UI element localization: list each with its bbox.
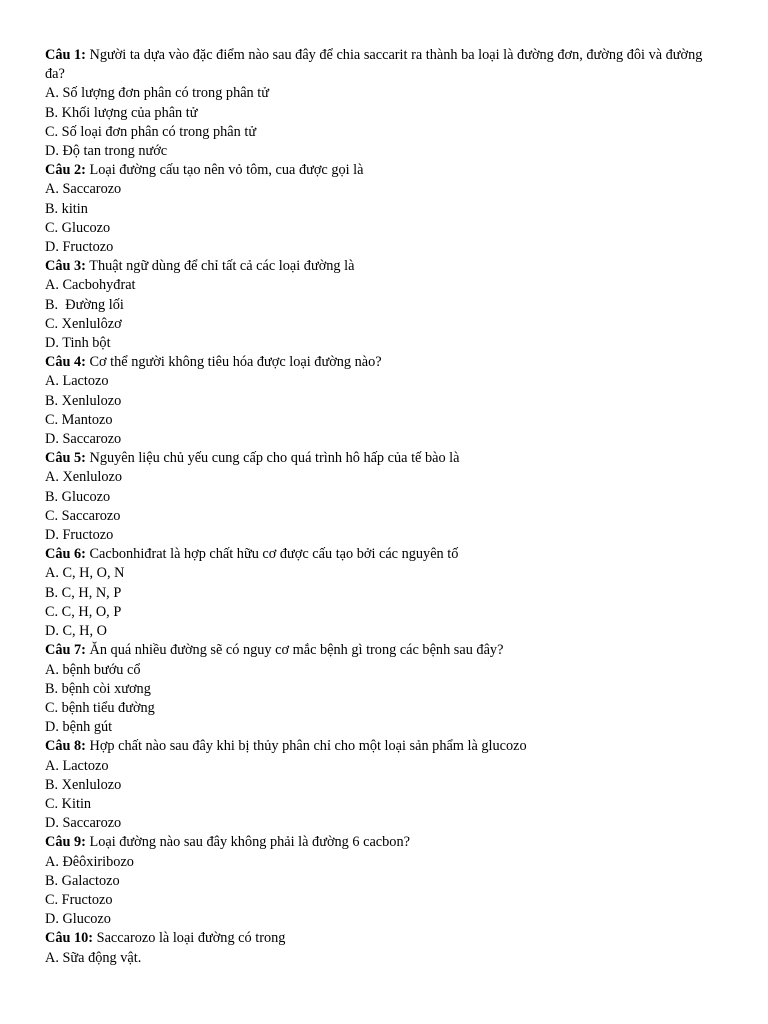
answer-option: A. Xenlulozo: [45, 469, 123, 486]
question-text: [45, 161, 705, 180]
answer-option: A. C, H, O, N: [45, 565, 125, 582]
answer-option: B. C, H, N, P: [45, 584, 122, 601]
answer-option: C. Xenlulôzơ: [45, 315, 122, 332]
question-prompt: Hợp chất nào sau đây khi bị thủy phân chỉ cho một loại sản phẩm là glucozo: [85, 738, 527, 755]
answer-option: C. bệnh tiểu đường: [45, 699, 155, 716]
answer-option: D. Fructozo: [45, 527, 114, 544]
question-text: [45, 737, 705, 756]
question-prompt: Loại đường nào sau đây không phải là đường 6 cacbon?: [85, 834, 410, 851]
answer-option: D. Saccarozo: [45, 815, 122, 832]
question-prompt: Ăn quá nhiều đường sẽ có nguy cơ mắc bệnh gì trong các bệnh sau đây?: [85, 642, 504, 659]
answer-option: C. Glucozo: [45, 219, 111, 236]
question-block: [45, 46, 705, 161]
question-text: [45, 449, 705, 468]
question-block: [45, 929, 705, 967]
question-block: [45, 449, 705, 545]
answer-option: B. Xenlulozo: [45, 776, 122, 793]
answer-option: B. bệnh còi xương: [45, 680, 151, 697]
question-text: [45, 353, 705, 372]
answer-option: D. Glucozo: [45, 911, 111, 928]
answer-option: D. C, H, O: [45, 623, 107, 640]
question-number-label: Câu 1:: [45, 47, 86, 63]
answer-option: A. Lactozo: [45, 373, 109, 390]
question-block: [45, 353, 705, 449]
question-prompt: Cacbonhiđrat là hợp chất hữu cơ được cấu tạo bởi các nguyên tố: [85, 546, 459, 563]
answer-option: B. Đường lối: [45, 296, 124, 313]
question-number-label: Câu 5:: [45, 450, 86, 467]
question-prompt: Thuật ngữ dùng để chỉ tất cả các loại đường là: [85, 258, 355, 275]
answer-option: A. Số lượng đơn phân có trong phân tử: [45, 85, 270, 102]
answer-option: B. Galactozo: [45, 872, 120, 889]
answer-option: B. Khối lượng của phân tử: [45, 104, 198, 121]
question-text: [45, 257, 705, 276]
question-number-label: Câu 9:: [45, 834, 86, 851]
answer-option: B. Xenlulozo: [45, 392, 122, 409]
answer-option: A. Saccarozo: [45, 181, 122, 198]
question-prompt: Người ta dựa vào đặc điểm nào sau đây để chia saccarit ra thành ba loại là đường đơn, đường đôi và đường đa?: [45, 47, 703, 83]
question-block: [45, 737, 705, 833]
answer-option: A. Đêôxiribozo: [45, 853, 134, 870]
question-number-label: Câu 7:: [45, 642, 86, 659]
question-block: [45, 833, 705, 929]
answer-option: B. Glucozo: [45, 488, 111, 505]
question-prompt: Loại đường cấu tạo nên vỏ tôm, cua được gọi là: [85, 162, 364, 179]
question-text: [45, 641, 705, 660]
question-number-label: Câu 4:: [45, 354, 86, 371]
question-text: [45, 929, 705, 948]
answer-option: C. C, H, O, P: [45, 603, 122, 620]
question-text: [45, 545, 705, 564]
question-number-label: Câu 6:: [45, 546, 86, 563]
question-number-label: Câu 8:: [45, 738, 86, 755]
answer-option: B. kitin: [45, 200, 88, 217]
answer-option: D. Độ tan trong nước: [45, 143, 168, 160]
answer-option: C. Fructozo: [45, 891, 113, 908]
question-block: [45, 161, 705, 257]
question-prompt: Cơ thể người không tiêu hóa được loại đường nào?: [85, 354, 382, 371]
question-block: [45, 545, 705, 641]
question-block: [45, 257, 705, 353]
answer-option: C. Mantozo: [45, 411, 113, 428]
question-number-label: Câu 10:: [45, 930, 94, 947]
answer-option: C. Saccarozo: [45, 507, 121, 524]
question-prompt: Nguyên liệu chủ yếu cung cấp cho quá trình hô hấp của tế bào là: [85, 450, 460, 467]
question-number-label: Câu 2:: [45, 162, 86, 179]
question-block: [45, 641, 705, 737]
document-page: [45, 46, 705, 968]
question-number-label: Câu 3:: [45, 258, 86, 275]
question-text: [45, 833, 705, 852]
answer-option: C. Số loại đơn phân có trong phân tử: [45, 123, 257, 140]
answer-option: A. bệnh bướu cổ: [45, 661, 141, 678]
answer-option: D. Tinh bột: [45, 335, 111, 352]
answer-option: A. Cacbohyđrat: [45, 277, 136, 294]
question-text: [45, 46, 705, 84]
answer-option: C. Kitin: [45, 795, 92, 812]
answer-option: D. Fructozo: [45, 239, 114, 256]
answer-option: D. bệnh gút: [45, 719, 113, 736]
answer-option: A. Sữa động vật.: [45, 949, 142, 966]
answer-option: A. Lactozo: [45, 757, 109, 774]
answer-option: D. Saccarozo: [45, 431, 122, 448]
question-prompt: Saccarozo là loại đường có trong: [93, 930, 286, 947]
